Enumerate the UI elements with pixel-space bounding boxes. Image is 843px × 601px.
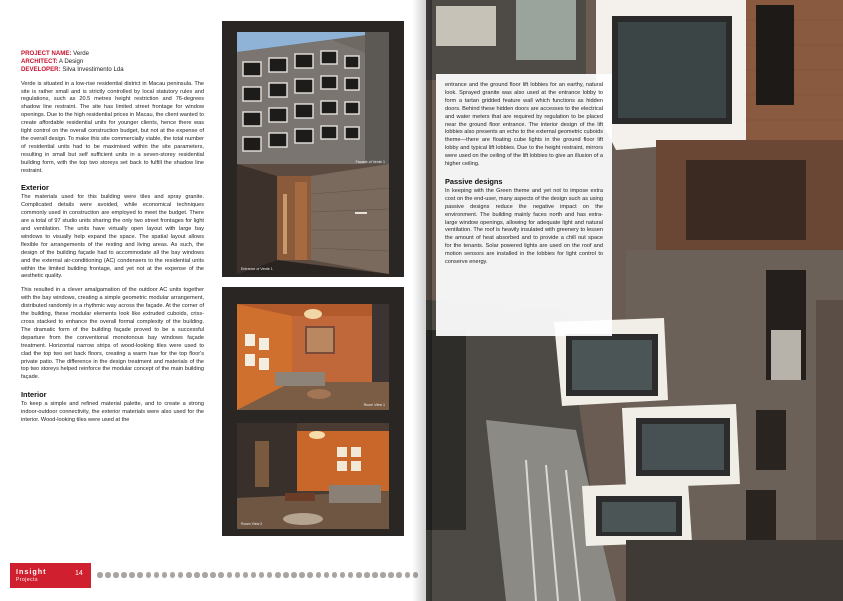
right-page-text-box xyxy=(436,74,612,336)
dot xyxy=(113,572,119,578)
project-name-line xyxy=(21,50,204,58)
facade-photo xyxy=(237,32,389,167)
dot xyxy=(186,572,192,578)
room-photo-1 xyxy=(237,304,389,410)
exterior-heading: Exterior xyxy=(21,183,49,193)
dot xyxy=(146,572,152,578)
page-number: 14 xyxy=(75,570,83,577)
dot xyxy=(316,572,322,578)
room-1-illustration xyxy=(237,304,389,410)
dot xyxy=(154,572,160,578)
dot xyxy=(299,572,305,578)
dot xyxy=(194,572,200,578)
meta-value: A Design xyxy=(57,58,84,66)
dot xyxy=(348,572,354,578)
dot xyxy=(307,572,313,578)
dot xyxy=(210,572,216,578)
passive-designs-heading: Passive designs xyxy=(445,176,503,186)
exterior-paragraph-2: This resulted in a clever amalgamation of the outdoor AC units together with the bay windows, creating a simple geometric modular arrangement, distributed randomly in a rhythmic way across the façade. At the corner of the building, these modular elements look like extruded cuboids, criss-cross stacked to enhance the overall formal complexity of the building. The dramatic form of the building façade proved to be a successful departure from the conventional monotonous bay windows façade treatment. Horizontal narrow strips of wood-looking tiles were used to clad the top two set back floors, creating a warm hue for the top floor's private patio. The difference in the design treatment and materials of the top two storeys helped reinforce the modular concept of the main building façade. xyxy=(21,287,204,381)
dot xyxy=(105,572,111,578)
dot xyxy=(332,572,338,578)
facade-illustration xyxy=(237,32,389,167)
passive-designs-paragraph: In keeping with the Green theme and yet not to impose extra cost on the end-user, many aspects of the design such as using passive designs reduce the negative impact on the environment. The building mainly faces north and has extra-large window openings, allowing for adequate light and natural ventilation. The roof is heavily insulated with greenery to lessen the amount of heat absorbed and to provide a chill out space for the tenants. Solar powered lights are used on the roof and motion sensors are installed in the lobbies for light control to conserve energy. xyxy=(445,187,603,266)
dot xyxy=(380,572,386,578)
meta-key: ARCHITECT: xyxy=(21,58,58,66)
facade-caption: Facade of Verde 1 xyxy=(355,160,385,164)
room2-caption: Room View 2 xyxy=(241,522,263,526)
dot xyxy=(405,572,411,578)
dot xyxy=(97,572,103,578)
room1-caption: Room View 1 xyxy=(363,403,385,407)
exterior-paragraph-1: The materials used for this building were tiles and spray granite. Complicated details were avoided, while economical techniques commonly used in construction are employed to meet the budget. There are a total of 97 studio units sharing the only two street frontages for light and ventilation. The units have virtually open layout with large bay windows to visually help expand the space. The spatial layout allows flexible for arrangements of the resting and living areas. As such, the design of the building façade had to accommodate all the bay windows and the external air-conditioning (AC) condensers to the residential units within the limited building frontage, and yet not at the expense of the aesthetic quality. xyxy=(21,194,204,280)
dot xyxy=(275,572,281,578)
dot xyxy=(396,572,402,578)
magazine-section: Projects xyxy=(16,577,39,583)
entrance-photo xyxy=(237,164,389,274)
dot xyxy=(340,572,346,578)
dot xyxy=(121,572,127,578)
dot xyxy=(202,572,208,578)
interior-heading: Interior xyxy=(21,390,47,400)
dot xyxy=(137,572,143,578)
dot xyxy=(372,572,378,578)
magazine-footer-tab xyxy=(10,563,91,588)
dot xyxy=(251,572,257,578)
dot xyxy=(129,572,135,578)
photo-frame-exterior xyxy=(222,21,404,277)
meta-key: DEVELOPER: xyxy=(21,66,61,74)
footer-dot-rule xyxy=(97,572,426,580)
dot xyxy=(178,572,184,578)
entrance-illustration xyxy=(237,164,389,274)
room-2-illustration xyxy=(237,423,389,529)
room-photo-2 xyxy=(237,423,389,529)
dot xyxy=(235,572,241,578)
dot xyxy=(162,572,168,578)
meta-key: PROJECT NAME: xyxy=(21,50,72,57)
book-gutter-shadow xyxy=(412,0,432,601)
continued-paragraph: entrance and the ground floor lift lobbies for an earthy, natural look. Sprayed granite was also used at the entrance lobby to form a tartan gridded feature wall which functions as hidden doors. Behind these hidden doors are accesses to the electrical and water meters that are required by regulation to be placed near the ground floor entrance. The interior design of the lift lobbies also presents an echo to the external geometric cuboids theme—there are floating cube lights in the ground floor lift lobby and typical lift lobbies. Due to the height restraint, mirrors were used on the ceiling of the lift lobbies to give an illusion of a higher ceiling. xyxy=(445,82,603,168)
intro-paragraph: Verde is situated in a low-rise residential district in Macau peninsula. The site is rather small and is strictly controlled by local statutory rules and regulations, such as 20.5 metres height restriction and 76-degrees shadow line restraint. The site has limited street frontage for window openings. Due to the high residential prices in Macau, the client wanted to create affordable residential units for younger clients, hence there was tight control on the overall construction budget, but not at the expense of the overall design. To make this site commercially viable, the total number of residential units had to be maximised within the site parameters, resulting in small but self sufficient units in a seven-storey residential building form, with the top two storeys set back to fulfill the shadow line restraint. xyxy=(21,80,204,174)
interior-paragraph: To keep a simple and refined material palette, and to create a strong indoor-outdoor connectivity, the exterior materials were also used for the interior. Wood-looking tiles were used at the xyxy=(21,401,204,423)
developer-line xyxy=(21,66,204,74)
dot xyxy=(291,572,297,578)
architect-line xyxy=(21,58,204,66)
meta-value: Silva Investimento Lda xyxy=(60,66,124,74)
dot xyxy=(267,572,273,578)
photo-frame-interior xyxy=(222,287,404,536)
dot xyxy=(170,572,176,578)
dot xyxy=(259,572,265,578)
dot xyxy=(388,572,394,578)
right-text-column xyxy=(445,82,603,267)
magazine-brand: Insight xyxy=(16,567,47,576)
entrance-caption: Entrance of Verde 1 xyxy=(241,267,273,271)
meta-value: Verde xyxy=(71,50,90,57)
dot xyxy=(356,572,362,578)
dot xyxy=(364,572,370,578)
dot xyxy=(218,572,224,578)
dot xyxy=(227,572,233,578)
dot xyxy=(243,572,249,578)
dot xyxy=(283,572,289,578)
dot xyxy=(324,572,330,578)
article-text-column xyxy=(21,50,204,425)
